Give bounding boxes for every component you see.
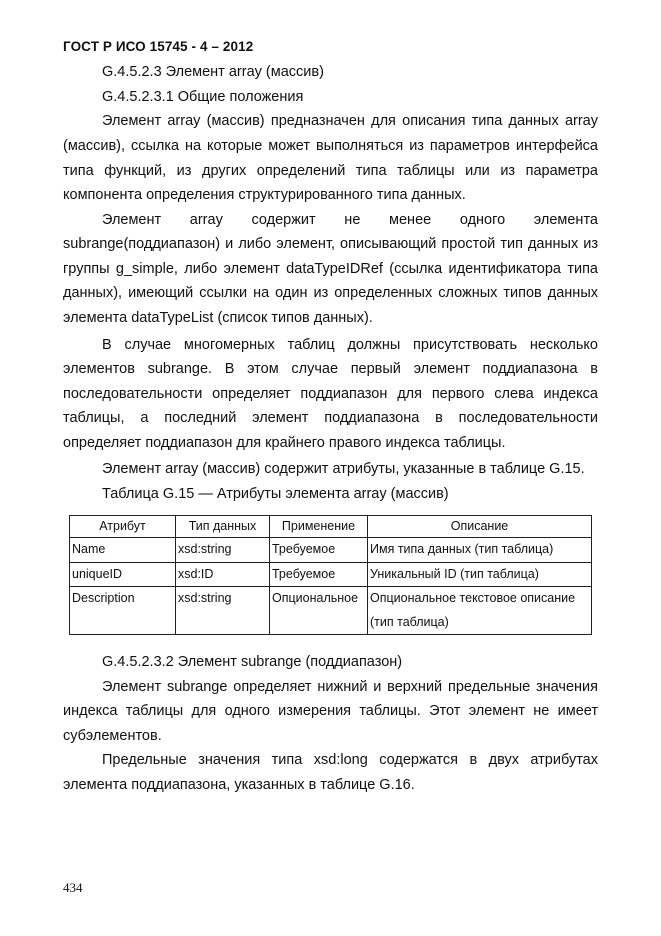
table-cell: xsd:ID <box>176 562 270 587</box>
paragraph-line: элемента поддиапазона, указанных в таблице G.16. <box>63 777 415 793</box>
table-cell: Требуемое <box>270 538 368 563</box>
column-header: Описание <box>368 516 592 538</box>
paragraph-line: субэлементов. <box>63 728 162 744</box>
document-header: ГОСТ Р ИСО 15745 - 4 – 2012 <box>63 39 254 54</box>
paragraph-line: последовательности определяет поддиапазон для первого слева индекса <box>63 386 598 402</box>
section-heading-subrange: G.4.5.2.3.2 Элемент subrange (поддиапазон) <box>102 654 403 670</box>
table-cell: Name <box>70 538 176 563</box>
table-cell: Опциональное <box>270 587 368 635</box>
paragraph-line: В случае многомерных таблиц должны присутствовать несколько <box>102 337 598 353</box>
paragraph-line: группы g_simple, либо элемент dataTypeIDRef (ссылка идентификатора типа <box>63 261 598 277</box>
table-cell: uniqueID <box>70 562 176 587</box>
table-cell: xsd:string <box>176 587 270 635</box>
table-caption: Таблица G.15 — Атрибуты элемента array (массив) <box>102 486 449 502</box>
paragraph-line: таблицы, а последний элемент поддиапазона в последовательности <box>63 410 598 426</box>
paragraph-line: Элемент array содержит не менее одного элемента <box>102 212 598 228</box>
table-row <box>70 562 592 587</box>
table-row <box>70 587 592 635</box>
paragraph-line: subrange(поддиапазон) и либо элемент, описывающий простой тип данных из <box>63 236 598 252</box>
table-cell: Опциональное текстовое описание (тип таблица) <box>368 587 592 635</box>
paragraph-line: Предельные значения типа xsd:long содержатся в двух атрибутах <box>102 752 598 768</box>
column-header: Тип данных <box>176 516 270 538</box>
column-header: Атрибут <box>70 516 176 538</box>
page-number: 434 <box>63 880 83 895</box>
table-cell: Имя типа данных (тип таблица) <box>368 538 592 563</box>
table-row <box>70 538 592 563</box>
paragraph-line: (массив), ссылка на которые может выполняться из параметров интерфейса <box>63 138 598 154</box>
paragraph-line: Элемент array (массив) содержит атрибуты, указанные в таблице G.15. <box>102 461 585 477</box>
paragraph-line: типа функций, из других определений типа таблицы или из параметра <box>63 163 598 179</box>
paragraph-line: данных), имеющий ссылки на один из определенных сложных типов данных <box>63 285 598 301</box>
paragraph-line: элемента dataTypeList (список типов данных). <box>63 310 373 326</box>
paragraph-line: определяет поддиапазон для крайнего правого индекса таблицы. <box>63 435 506 451</box>
table-cell: Уникальный ID (тип таблица) <box>368 562 592 587</box>
paragraph-line: элементов subrange. В этом случае первый элемент поддиапазона в <box>63 361 598 377</box>
column-header: Применение <box>270 516 368 538</box>
table-header-row <box>70 516 592 538</box>
table-cell: Description <box>70 587 176 635</box>
table-cell: xsd:string <box>176 538 270 563</box>
attributes-table <box>69 515 592 635</box>
paragraph-line: Элемент array (массив) предназначен для описания типа данных array <box>102 113 598 129</box>
paragraph-line: индекса таблицы для одного измерения таблицы. Этот элемент не имеет <box>63 703 598 719</box>
table-cell: Требуемое <box>270 562 368 587</box>
paragraph-line: компонента определения структурированного типа данных. <box>63 187 466 203</box>
section-heading-general: G.4.5.2.3.1 Общие положения <box>102 89 304 105</box>
paragraph-line: Элемент subrange определяет нижний и верхний предельные значения <box>102 679 598 695</box>
section-heading-array: G.4.5.2.3 Элемент array (массив) <box>102 64 324 80</box>
